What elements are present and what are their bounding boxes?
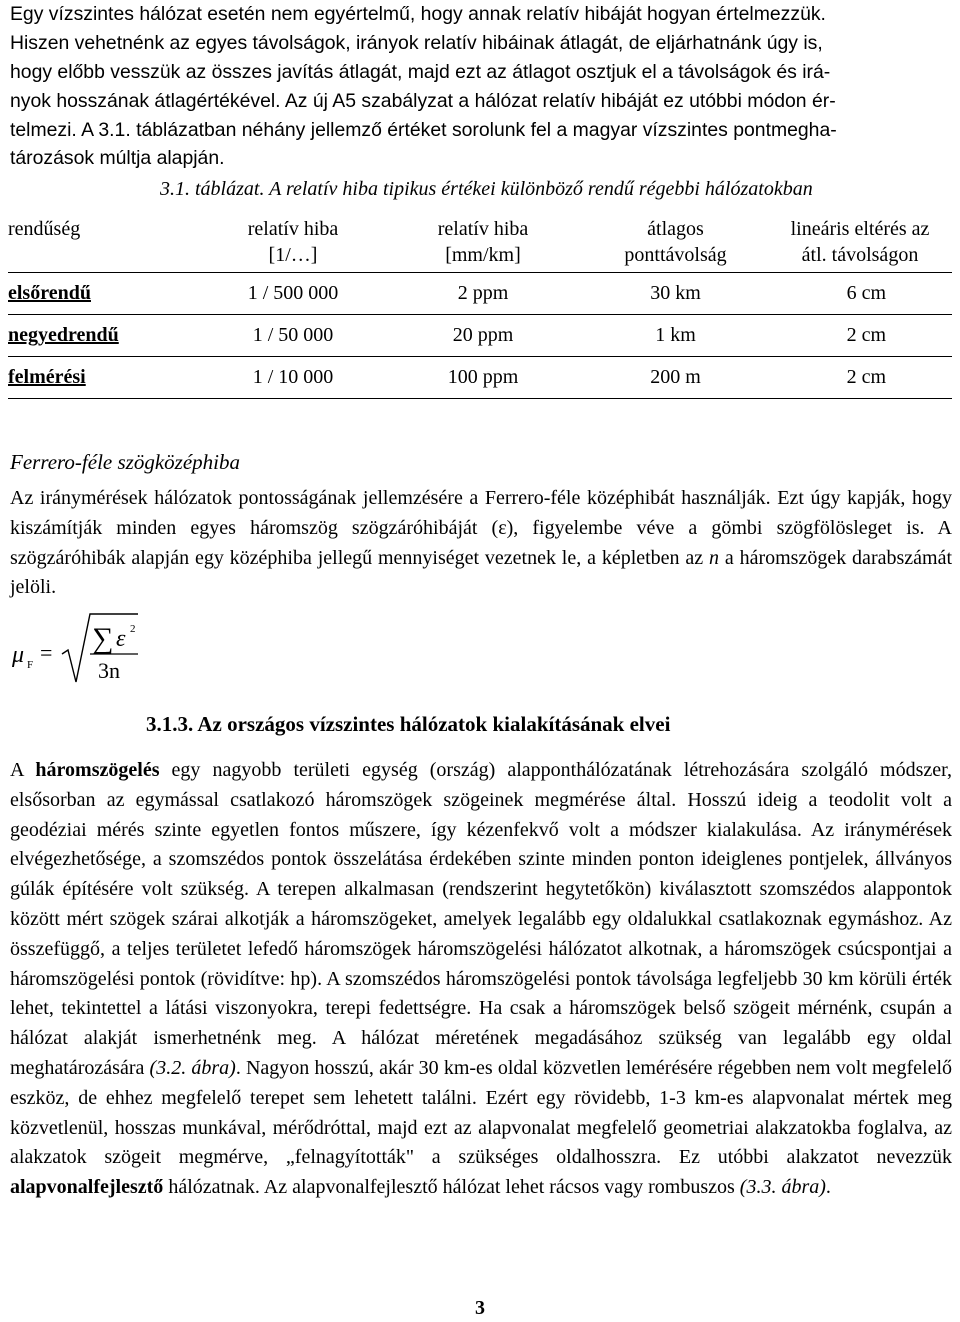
header-text: átlagos <box>647 218 704 240</box>
table-cell: 20 ppm <box>383 315 583 357</box>
paragraph-text: A <box>10 759 36 781</box>
ferrero-paragraph <box>10 484 952 603</box>
formula-graphic <box>10 610 160 690</box>
table-cell: 200 m <box>583 357 768 399</box>
paragraph-text: . Nagyon hosszú, akár 30 km-es oldal közvetlen lemérésére régebben nem volt megfelelő eszköz, de ehhez megfelelő terepet sem lehetett találni. Ezért egy rövidebb, 1-3 km-es alapvonalat mértek meg közvetlenül, hosszas munkával, mérődróttal, majd ezt az alapvonalat megfelelő geometriai alakzatokba foglalva, az alakzatok szögeit megmérve, „felnagyították" a szükséges oldalhosszra. Ez utóbbi alakzatot nevezzük <box>10 1056 952 1169</box>
body-paragraph <box>10 756 952 1203</box>
figure-reference: (3.3. ábra) <box>739 1176 826 1199</box>
header-cell <box>768 214 952 273</box>
paragraph-text: egy nagyobb területi egység (ország) alapponthálózatának létrehozására szolgáló módszer, elsősorban az egymással csatlakozó háromszögek szögeinek megmérése által. Hosszú ideig a teodolit volt a geodéziai mérés szinte egyetlen fontos műszere, így kézenfekvő volt a módszer kialakulása. Az iránymérések elvégezhetősége, a szomszédos pontok összelátása érdekében szinte minden ponton ideiglenes pontjelek, állványos gúlák építésére volt szükség. A terepen alkalmasan (rendszerint hegytetőkön) kiválasztott szomszédos alappontok között mért szögek szárai alkotják a háromszögeket, amelyek legalább egy oldalukkal csatlakoznak egymáshoz. Az összefüggő, a teljes területet lefedő háromszögek háromszögelési hálózatot alkotnak, a háromszögek csúcspontjai a háromszögelési pontok (rövidítve: hp). A szomszédos háromszögelési pontok távolsága legfeljebb 30 km körüli érték lehet, tekintettel a látási viszonyokra, terepi fedettségre. Ha csak a háromszögek belső szögeit mérnénk, csupán a hálózat alakját ismerhetnénk meg. A hálózat méretének megadásához szükség van legalább egy oldal meghatározására <box>10 759 952 1079</box>
intro-line: telmezi. A 3.1. táblázatban néhány jellemző értéket sorolunk fel a magyar vízszintes pontmegha- <box>10 119 837 141</box>
epsilon-symbol: ε <box>498 516 507 539</box>
paragraph-text: Az iránymérések hálózatok pontosságának jellemzésére a Ferrero-féle középhibát használják. Ezt úgy kapják, hogy kiszámítják minden egyes háromszög szögzáróhibáját ( <box>10 487 952 539</box>
table-row <box>8 273 952 315</box>
table-cell: 1 / 500 000 <box>203 273 383 315</box>
mu-subscript: F <box>27 659 34 671</box>
table-cell: 2 ppm <box>383 273 583 315</box>
sigma-symbol: ∑ <box>92 622 114 655</box>
table-cell: 30 km <box>583 273 768 315</box>
header-text: rendűség <box>8 218 81 240</box>
page-number: 3 <box>475 1297 485 1319</box>
paragraph-text: hálózatnak. Az alapvonalfejlesztő hálózat lehet rácsos vagy rombuszos <box>163 1176 740 1199</box>
paragraph-text: a háromszögek darabszámát jelöli. <box>10 546 953 599</box>
paragraph-text: ), figyelembe véve a gömbi szögfölösleget is. A szögzáróhibák alapján egy középhiba jellegű mennyiséget vezetnek le, a képletben az <box>10 516 952 569</box>
section-heading: 3.1.3. Az országos vízszintes hálózatok kialakításának elvei <box>146 712 671 736</box>
relative-error-table <box>8 214 952 399</box>
header-text: lineáris eltérés az <box>790 218 930 240</box>
table-cell: 2 cm <box>768 315 952 357</box>
header-text: relatív hiba <box>437 218 529 240</box>
square-exponent: 2 <box>130 623 136 635</box>
table-cell: 1 / 10 000 <box>203 357 383 399</box>
bold-term: alapvonalfejlesztő <box>10 1176 164 1199</box>
equals-sign: = <box>40 640 53 665</box>
header-cell <box>583 214 768 273</box>
table-cell: negyedrendű <box>8 315 203 357</box>
table-cell: 1 / 50 000 <box>203 315 383 357</box>
figure-reference: (3.2. ábra) <box>149 1056 236 1079</box>
intro-line: Hiszen vehetnénk az egyes távolságok, irányok relatív hibáinak átlagát, de eljárhatnánk úgy is, <box>10 32 823 54</box>
intro-line: hogy előbb vesszük az összes javítás átlagát, majd ezt az átlagot osztjuk el a távolságok és irá- <box>10 61 831 83</box>
paragraph-text: . <box>825 1176 831 1199</box>
section-title: Ferrero-féle szögközéphiba <box>10 450 240 474</box>
header-cell <box>203 214 383 273</box>
header-text: [mm/km] <box>445 244 521 266</box>
n-variable: n <box>709 546 720 569</box>
table-cell: elsőrendű <box>8 273 203 315</box>
table-cell: 6 cm <box>768 273 952 315</box>
header-text: átl. távolságon <box>801 244 919 266</box>
ferrero-formula <box>10 610 160 690</box>
table-header-row <box>8 214 952 273</box>
denominator: 3n <box>98 658 120 683</box>
header-text: relatív hiba <box>247 218 339 240</box>
table-cell: 1 km <box>583 315 768 357</box>
header-text: [1/…] <box>268 244 318 266</box>
header-text: ponttávolság <box>624 244 727 266</box>
table-row <box>8 315 952 357</box>
table-cell: 2 cm <box>768 357 952 399</box>
intro-line: tározások múltja alapján. <box>10 147 225 169</box>
table-caption: 3.1. táblázat. A relatív hiba tipikus értékei különböző rendű régebbi hálózatokban <box>160 178 813 200</box>
table-cell: 100 ppm <box>383 357 583 399</box>
intro-line: nyok hosszának átlagértékével. Az új A5 szabályzat a hálózat relatív hibáját ez utóbbi módon ér- <box>10 90 836 112</box>
intro-line: Egy vízszintes hálózat esetén nem egyértelmű, hogy annak relatív hibáját hogyan értelmezzük. <box>10 3 826 25</box>
header-cell <box>383 214 583 273</box>
header-cell <box>8 214 203 273</box>
epsilon-symbol: ε <box>116 626 126 652</box>
mu-symbol: μ <box>12 642 25 668</box>
table-row <box>8 357 952 399</box>
table-cell: felmérési <box>8 357 203 399</box>
bold-term: háromszögelés <box>35 759 160 781</box>
